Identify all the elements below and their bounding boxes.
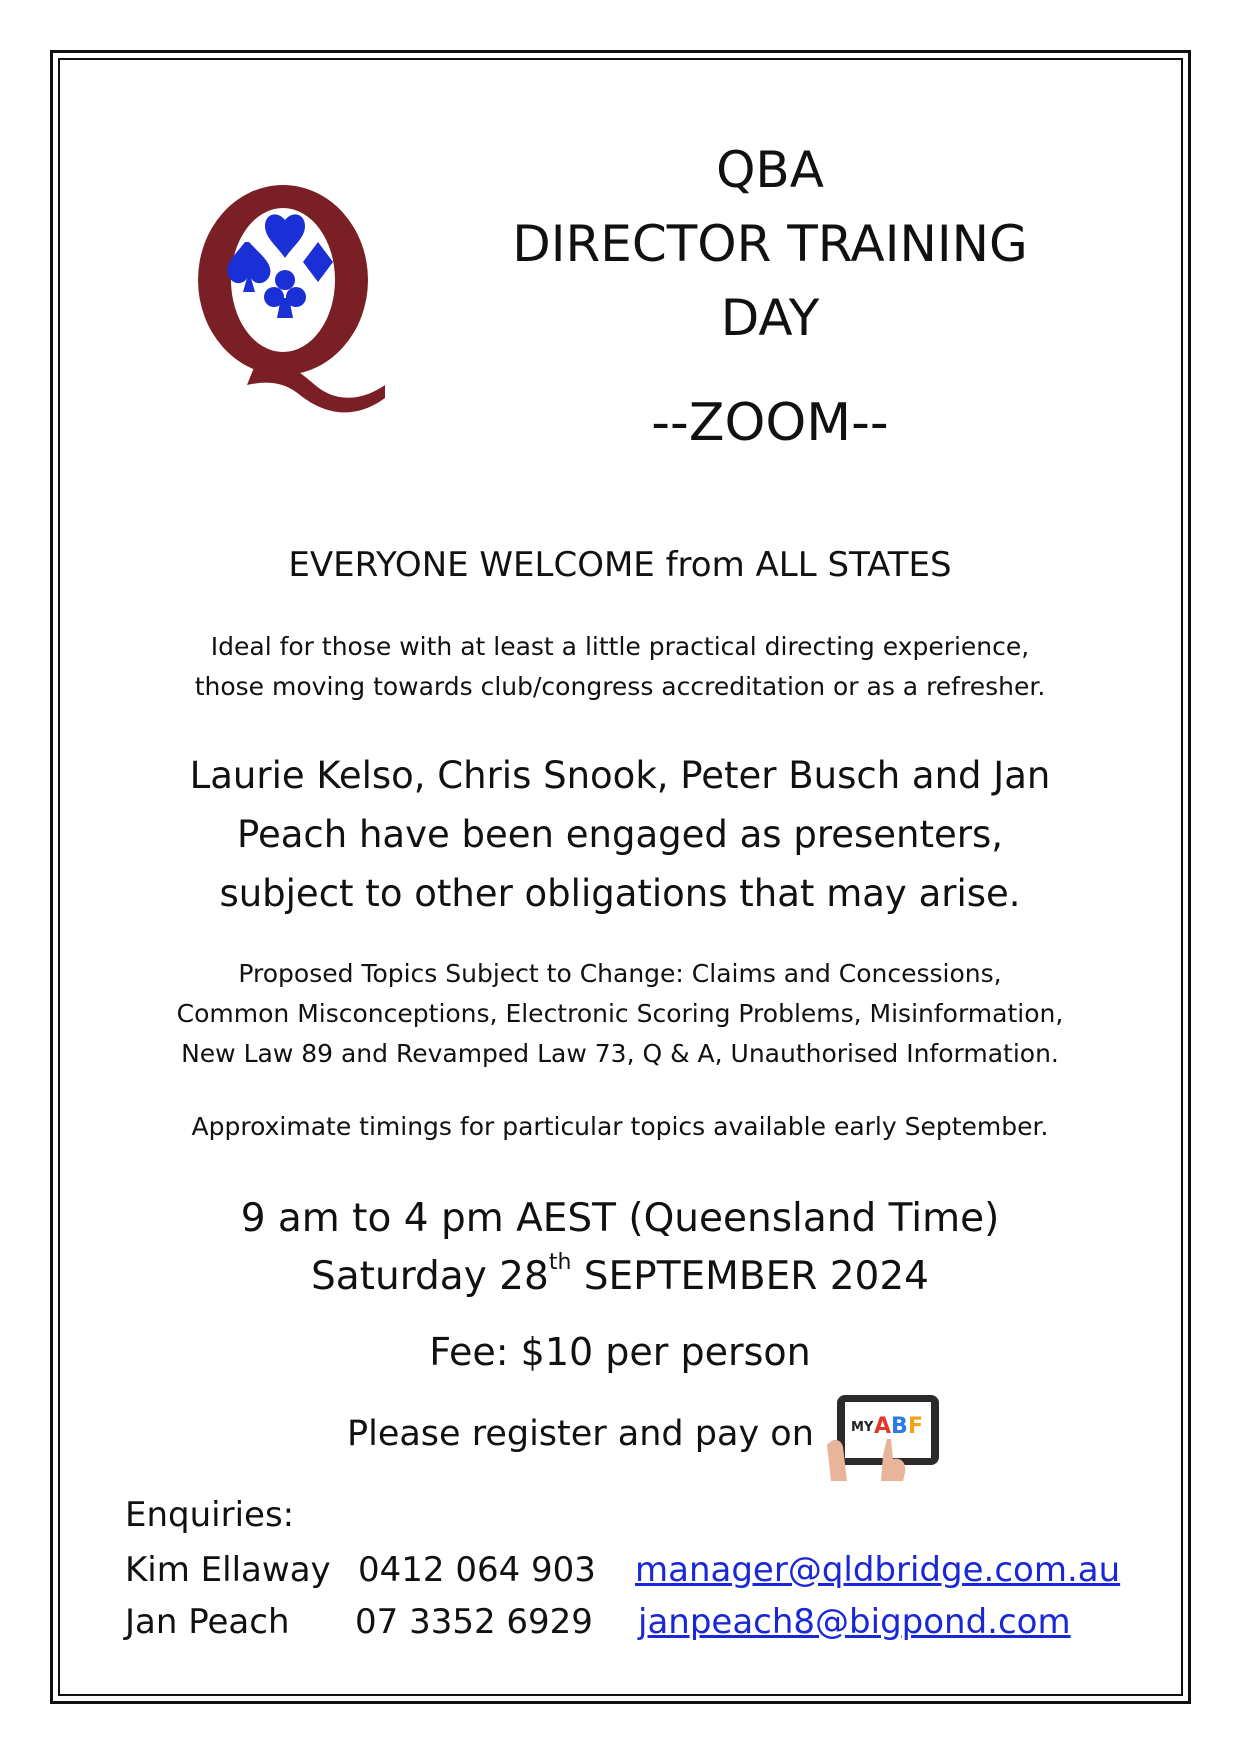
welcome-heading: EVERYONE WELCOME from ALL STATES — [288, 545, 952, 585]
qba-logo — [185, 180, 405, 415]
enquiries-label: Enquiries: — [125, 1495, 295, 1535]
event-date — [120, 1248, 1120, 1306]
myabf-b: B — [891, 1414, 908, 1439]
topics-text — [120, 954, 1120, 1074]
presenters-line-2: Peach have been engaged as presenters, — [237, 813, 1003, 856]
fee-text: Fee: $10 per person — [429, 1330, 811, 1374]
audience-description — [120, 627, 1120, 707]
ideal-line-2: those moving towards club/congress accreditation or as a refresher. — [194, 672, 1046, 701]
myabf-f: F — [908, 1414, 924, 1439]
title-line-3: DAY — [720, 289, 820, 347]
myabf-tablet-icon — [825, 1393, 943, 1483]
presenters-line-3: subject to other obligations that may arise. — [219, 872, 1021, 915]
contact-phone: 0412 064 903 — [358, 1550, 596, 1590]
contact-name: Jan Peach — [125, 1602, 290, 1642]
date-ordinal: th — [548, 1250, 572, 1275]
myabf-my: MY — [851, 1420, 874, 1435]
presenters-line-1: Laurie Kelso, Chris Snook, Peter Busch and Jan — [189, 754, 1051, 797]
title-line-2: DIRECTOR TRAINING — [512, 215, 1028, 273]
queen-of-suits-q-logo-icon — [185, 180, 405, 415]
contact-email-link[interactable]: manager@qldbridge.com.au — [635, 1550, 1121, 1590]
ideal-line-1: Ideal for those with at least a little practical directing experience, — [210, 632, 1030, 661]
register-text: Please register and pay on — [347, 1414, 814, 1454]
myabf-logo[interactable] — [825, 1393, 943, 1483]
event-title — [460, 133, 1080, 355]
presenters-text — [120, 746, 1120, 923]
timings-note: Approximate timings for particular topics available early September. — [191, 1112, 1049, 1141]
date-rest: SEPTEMBER 2024 — [571, 1254, 929, 1299]
contact-name: Kim Ellaway — [125, 1550, 331, 1590]
topics-line-2: Common Misconceptions, Electronic Scoring Problems, Misinformation, — [176, 999, 1064, 1028]
contact-phone: 07 3352 6929 — [355, 1602, 593, 1642]
zoom-label: --ZOOM-- — [651, 393, 889, 453]
date-prefix: Saturday 28 — [311, 1254, 549, 1299]
event-time: 9 am to 4 pm AEST (Queensland Time) — [240, 1196, 1000, 1241]
event-time-date — [120, 1190, 1120, 1306]
topics-line-1: Proposed Topics Subject to Change: Claims and Concessions, — [238, 959, 1002, 988]
title-line-1: QBA — [716, 141, 824, 199]
myabf-a: A — [874, 1414, 892, 1439]
topics-line-3: New Law 89 and Revamped Law 73, Q & A, Unauthorised Information. — [181, 1039, 1059, 1068]
contact-email-link[interactable]: janpeach8@bigpond.com — [638, 1602, 1071, 1642]
